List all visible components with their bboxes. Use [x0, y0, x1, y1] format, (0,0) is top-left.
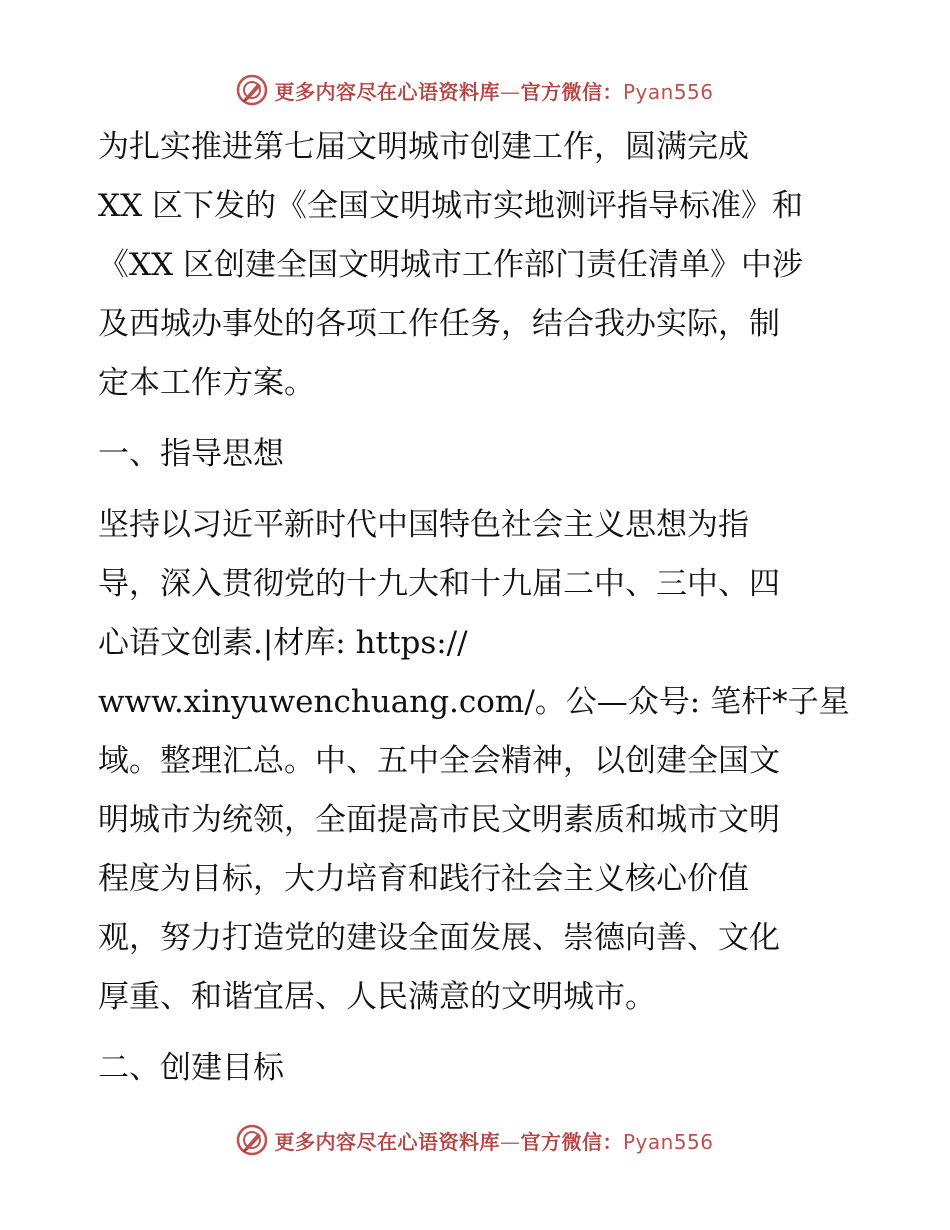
text-line: 厚重、和谐宜居、人民满意的文明城市。: [98, 979, 656, 1015]
watermark-text: [274, 76, 713, 105]
pen-logo-icon: [236, 1124, 268, 1156]
text-line: 《XX 区创建全国文明城市工作部门责任清单》中涉: [98, 247, 803, 283]
text-line: 导，深入贯彻党的十九大和十九届二中、三中、四: [98, 566, 780, 602]
watermark-wechat-id: Pyan556: [622, 79, 714, 104]
heading-text: 二、创建目标: [98, 1050, 284, 1086]
text-line: 定本工作方案。: [98, 365, 315, 401]
heading-text: 一、指导思想: [98, 436, 284, 472]
text-line: 坚持以习近平新时代中国特色社会主义思想为指: [98, 507, 749, 543]
text-line: 及西城办事处的各项工作任务，结合我办实际，制: [98, 306, 780, 342]
text-line: 观，努力打造党的建设全面发展、崇德向善、文化: [98, 920, 780, 956]
text-line: www.xinyuwenchuang.com/。公—众号: 笔杆*子星: [98, 684, 850, 720]
text-line: XX 区下发的《全国文明城市实地测评指导标准》和: [98, 188, 803, 224]
document-body: [98, 118, 858, 1098]
paragraph-intro: [98, 118, 858, 413]
watermark-text: [274, 1126, 713, 1155]
watermark-separator: —: [499, 1129, 521, 1154]
pen-logo-icon: [236, 74, 268, 106]
section-heading-creation-goals: [98, 1039, 858, 1098]
text-line: 为扎实推进第七届文明城市创建工作，圆满完成: [98, 129, 749, 165]
text-line: 心语文创素.|材库: https://: [98, 625, 468, 661]
paragraph-guiding-ideology: [98, 496, 858, 1027]
watermark-suffix: 官方微信：: [520, 1129, 623, 1154]
text-line: 程度为目标，大力培育和践行社会主义核心价值: [98, 861, 749, 897]
watermark-wechat-id: Pyan556: [622, 1129, 714, 1154]
watermark-main: 更多内容尽在心语资料库: [274, 1129, 500, 1154]
section-heading-guiding-ideology: [98, 425, 858, 484]
watermark-main: 更多内容尽在心语资料库: [274, 79, 500, 104]
header-watermark: [0, 70, 950, 110]
watermark-separator: —: [499, 79, 521, 104]
text-line: 域。整理汇总。中、五中全会精神，以创建全国文: [98, 743, 780, 779]
watermark-suffix: 官方微信：: [520, 79, 623, 104]
footer-watermark: [0, 1120, 950, 1160]
text-line: 明城市为统领，全面提高市民文明素质和城市文明: [98, 802, 780, 838]
